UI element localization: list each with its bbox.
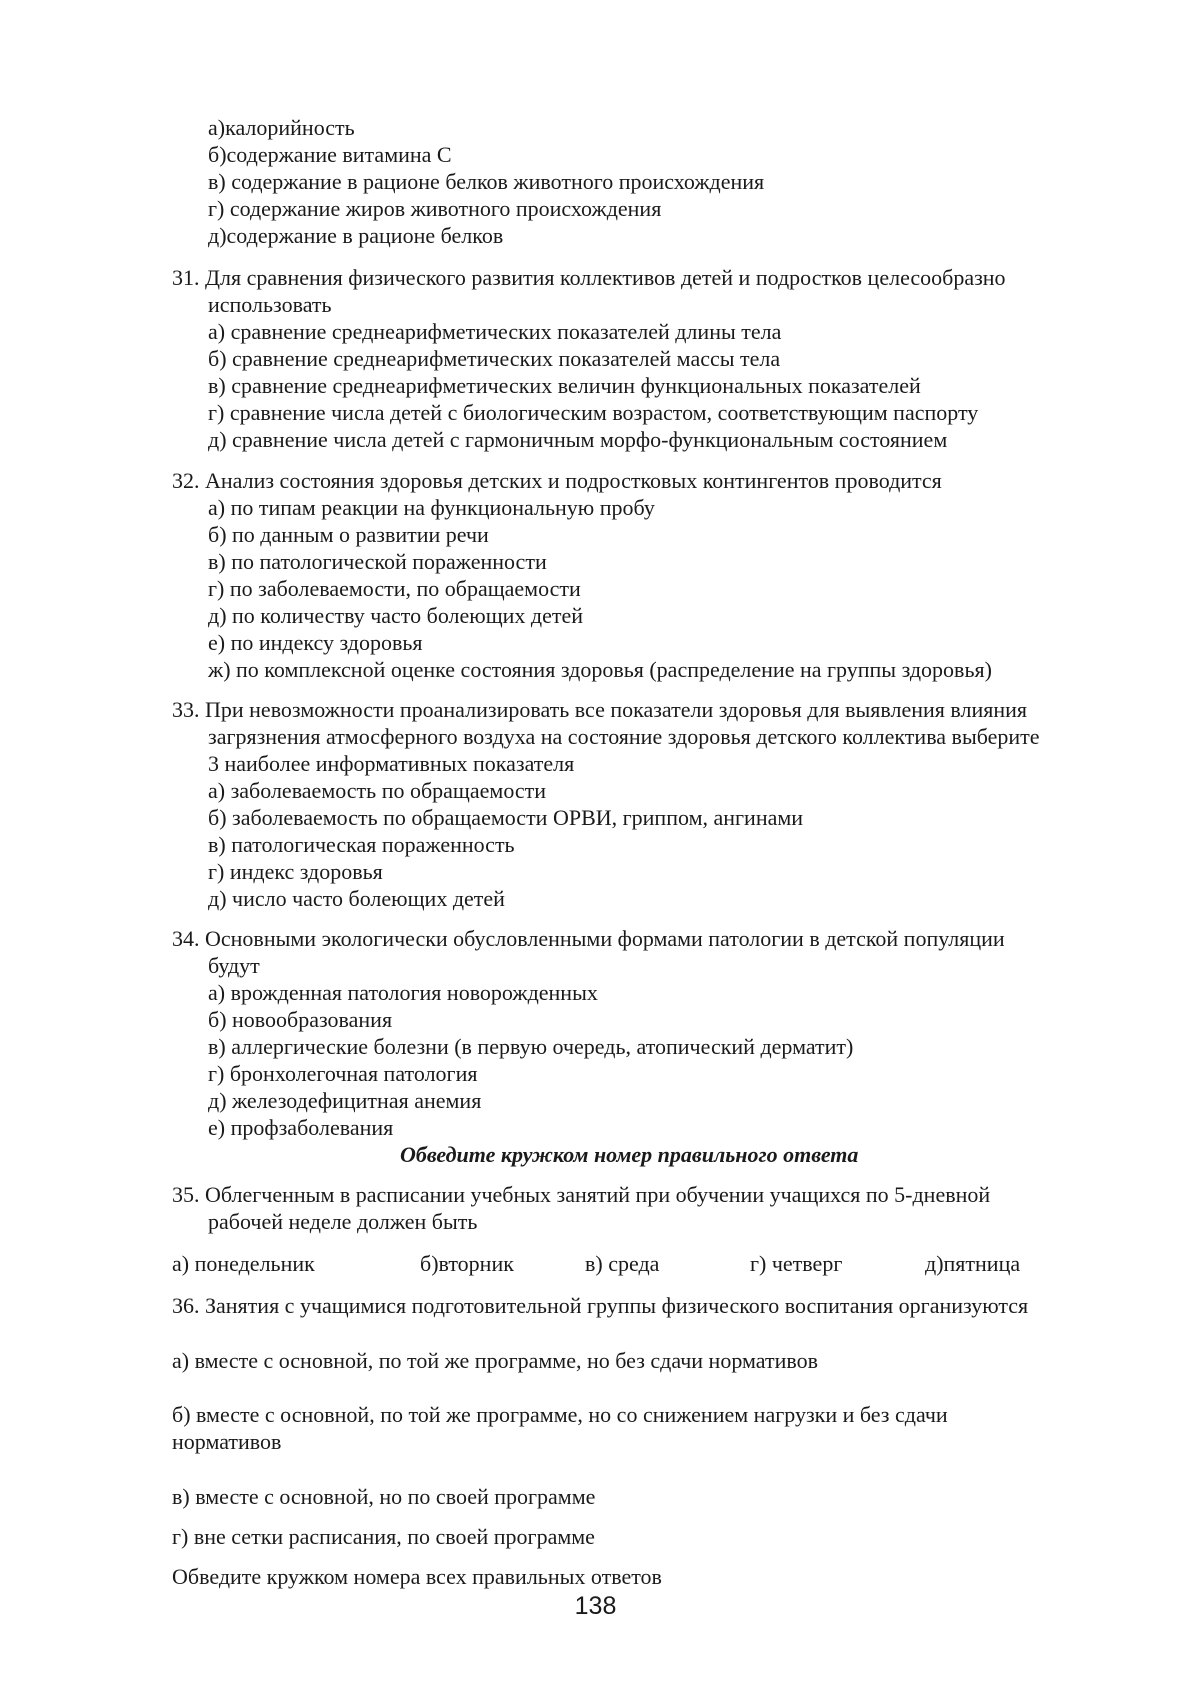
q30-option-b: б)содержание витамина С (208, 142, 452, 167)
q36-option-a: а) вместе с основной, по той же программе, но без сдачи нормативов (172, 1348, 818, 1373)
q34-question-line2: будут (208, 953, 260, 978)
q32-option-d: г) по заболеваемости, по обращаемости (208, 576, 581, 601)
q36-option-b-line2: нормативов (172, 1429, 282, 1454)
q32-option-c: в) по патологической пораженности (208, 549, 547, 574)
q33-question-line1: 33. При невозможности проанализировать все показатели здоровья для выявления влияния (172, 697, 1028, 722)
q32-option-a: а) по типам реакции на функциональную пробу (208, 495, 655, 520)
q30-option-a: а)калорийность (208, 115, 355, 140)
q33-option-e: д) число часто болеющих детей (208, 886, 505, 911)
q34-question-line1: 34. Основными экологически обусловленными формами патологии в детской популяции (172, 926, 1005, 951)
q35-question-line2: рабочей неделе должен быть (208, 1209, 478, 1234)
q35-question-line1: 35. Облегченным в расписании учебных занятий при обучении учащихся по 5-дневной (172, 1182, 991, 1207)
q33-option-a: а) заболеваемость по обращаемости (208, 778, 547, 803)
q32-question-line1: 32. Анализ состояния здоровья детских и подростковых контингентов проводится (172, 468, 942, 493)
q36-question-line1: 36. Занятия с учащимися подготовительной группы физического воспитания организуются (172, 1293, 1029, 1318)
q34-option-b: б) новообразования (208, 1007, 393, 1032)
q31-option-a: а) сравнение среднеарифметических показателей длины тела (208, 319, 782, 344)
page-number: 138 (574, 1592, 617, 1620)
q33-question-line2: загрязнения атмосферного воздуха на состояние здоровья детского коллектива выберите (208, 724, 1040, 749)
q33-question-line3: 3 наиболее информативных показателя (208, 751, 575, 776)
q33-option-d: г) индекс здоровья (208, 859, 383, 884)
q32-option-g: ж) по комплексной оценке состояния здоровья (распределение на группы здоровья) (208, 657, 992, 682)
q31-option-c: в) сравнение среднеарифметических величин функциональных показателей (208, 373, 921, 398)
q36-option-c: в) вместе с основной, но по своей программе (172, 1484, 596, 1509)
q33-option-b: б) заболеваемость по обращаемости ОРВИ, гриппом, ангинами (208, 805, 804, 830)
q35-option-a: а) понедельник (172, 1251, 315, 1276)
instruction-multiple-answers: Обведите кружком номера всех правильных ответов (172, 1564, 662, 1589)
q31-question-line1: 31. Для сравнения физического развития коллективов детей и подростков целесообразно (172, 265, 1006, 290)
instruction-single-answer: Обведите кружком номер правильного ответа (400, 1142, 859, 1167)
q35-option-e: д)пятница (925, 1251, 1021, 1276)
q36-option-b-line1: б) вместе с основной, по той же программе, но со снижением нагрузки и без сдачи (172, 1402, 948, 1427)
q34-option-e: д) железодефицитная анемия (208, 1088, 482, 1113)
q32-option-b: б) по данным о развитии речи (208, 522, 489, 547)
q34-option-d: г) бронхолегочная патология (208, 1061, 478, 1086)
q31-option-e: д) сравнение числа детей с гармоничным морфо-функциональным состоянием (208, 427, 948, 452)
q33-option-c: в) патологическая пораженность (208, 832, 515, 857)
q34-option-f: е) профзаболевания (208, 1115, 394, 1140)
q35-option-c: в) среда (585, 1251, 660, 1276)
q35-option-b: б)вторник (420, 1251, 514, 1276)
q35-option-d: г) четверг (750, 1251, 843, 1276)
q31-option-b: б) сравнение среднеарифметических показателей массы тела (208, 346, 781, 371)
q32-option-f: е) по индексу здоровья (208, 630, 423, 655)
q31-question-line2: использовать (208, 292, 332, 317)
q32-option-e: д) по количеству часто болеющих детей (208, 603, 584, 628)
q36-option-d: г) вне сетки расписания, по своей программе (172, 1524, 595, 1549)
q34-option-a: а) врожденная патология новорожденных (208, 980, 598, 1005)
q31-option-d: г) сравнение числа детей с биологическим возрастом, соответствующим паспорту (208, 400, 979, 425)
q34-option-c: в) аллергические болезни (в первую очередь, атопический дерматит) (208, 1034, 854, 1059)
q30-option-d: г) содержание жиров животного происхождения (208, 196, 662, 221)
q30-option-e: д)содержание в рационе белков (208, 223, 504, 248)
q30-option-c: в) содержание в рационе белков животного происхождения (208, 169, 765, 194)
